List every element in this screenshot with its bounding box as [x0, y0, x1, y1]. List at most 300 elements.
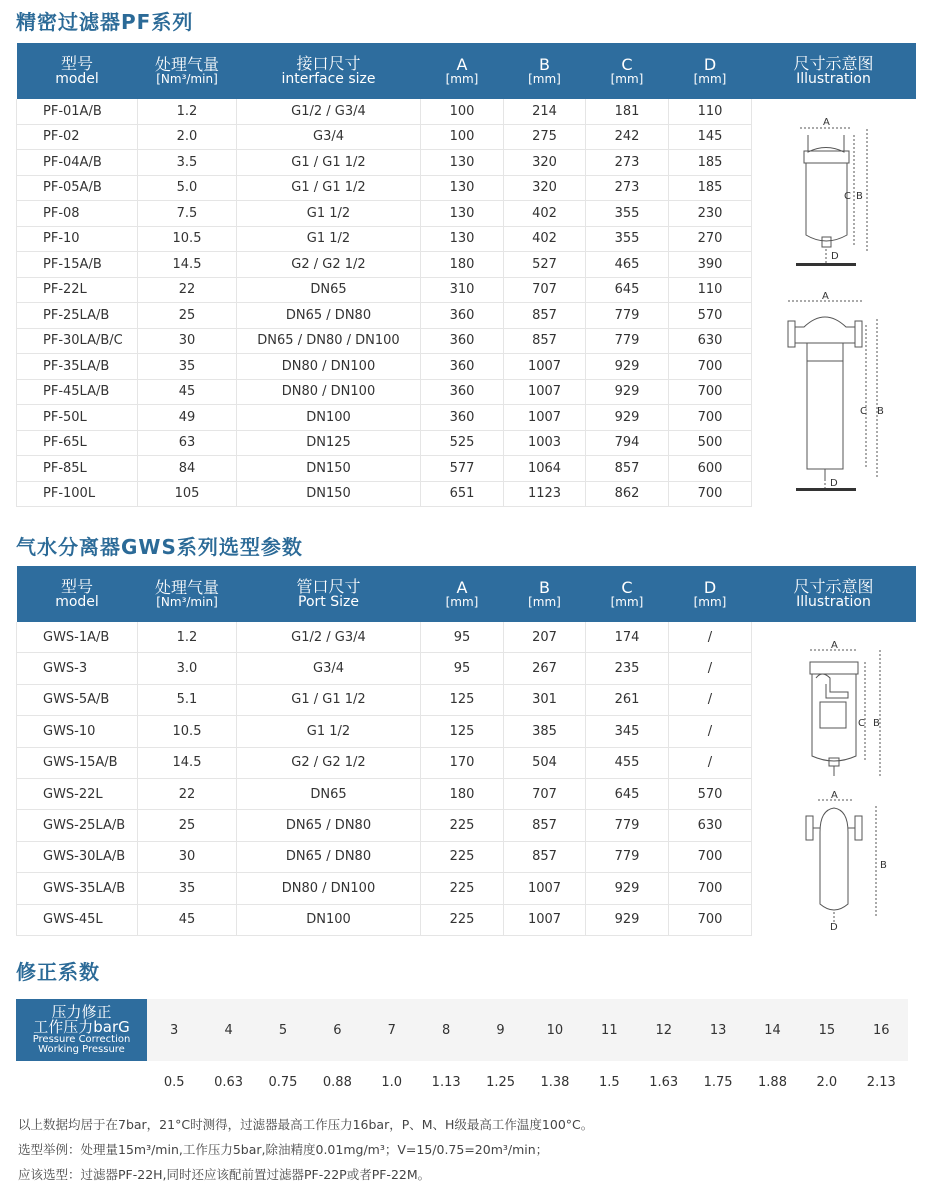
table-cell: 22	[138, 778, 237, 809]
table-cell: G1 1/2	[237, 226, 421, 252]
column-header	[504, 566, 586, 622]
table-cell: 857	[504, 328, 586, 354]
correction-table	[16, 999, 908, 1103]
large-separator-drawing	[806, 800, 876, 922]
pressure-row	[16, 999, 908, 1061]
table-cell: 794	[586, 430, 669, 456]
pressure-label-en: Pressure Correction	[32, 1034, 131, 1045]
table-cell: 5.1	[138, 684, 237, 715]
column-header	[586, 566, 669, 622]
table-cell: 145	[669, 124, 752, 150]
table-cell: DN65	[237, 778, 421, 809]
table-cell: 170	[421, 747, 504, 778]
table-cell: 700	[669, 481, 752, 507]
table-cell: G1 1/2	[237, 716, 421, 747]
column-header-en: model	[55, 71, 99, 88]
factor-value: 1.38	[528, 1061, 582, 1103]
table-cell: 2.0	[138, 124, 237, 150]
table-cell: 95	[421, 622, 504, 653]
table-cell: 1.2	[138, 622, 237, 653]
table-cell: 527	[504, 252, 586, 278]
column-header	[138, 43, 237, 99]
table-cell: 130	[421, 150, 504, 176]
factor-value: 1.25	[473, 1061, 527, 1103]
dim-c-label: C	[858, 718, 865, 729]
table-cell: 30	[138, 841, 237, 872]
table-cell: 10.5	[138, 716, 237, 747]
table-cell: 929	[586, 405, 669, 431]
pressure-value: 9	[473, 999, 527, 1061]
pf-section-title: 精密过滤器PF系列	[16, 10, 194, 34]
column-header-zh: 尺寸示意图	[793, 53, 874, 73]
model-cell: GWS-3	[17, 653, 138, 684]
dim-b-label: B	[856, 191, 863, 202]
model-cell: PF-15A/B	[17, 252, 138, 278]
table-cell: 45	[138, 904, 237, 935]
table-cell: G1 / G1 1/2	[237, 150, 421, 176]
model-cell: GWS-45L	[17, 904, 138, 935]
table-cell: /	[669, 747, 752, 778]
dim-b-label: B	[877, 406, 884, 417]
model-cell: PF-01A/B	[17, 99, 138, 124]
table-cell: 230	[669, 201, 752, 227]
dim-d-label: D	[830, 478, 838, 489]
table-cell: G1/2 / G3/4	[237, 622, 421, 653]
gws-section-title: 气水分离器GWS系列选型参数	[16, 535, 303, 559]
gws-spec-table	[16, 566, 916, 936]
table-cell: 1003	[504, 430, 586, 456]
small-separator-drawing	[810, 650, 880, 776]
column-header-zh: D	[703, 54, 717, 74]
dim-a-label: A	[822, 291, 829, 302]
table-cell: 504	[504, 747, 586, 778]
column-header-unit: [Nm³/min]	[156, 72, 218, 87]
dim-d-label: D	[830, 922, 838, 933]
table-cell: 130	[421, 201, 504, 227]
table-cell: 275	[504, 124, 586, 150]
table-cell: 1007	[504, 873, 586, 904]
factor-header-cell	[16, 1061, 147, 1103]
column-header-zh: B	[539, 54, 550, 74]
note-line: 选型举例：处理量15m³/min,工作压力5bar,除油精度0.01mg/m³；V=15/0.75=20m³/min；	[18, 1142, 549, 1157]
table-cell: 267	[504, 653, 586, 684]
table-cell: 181	[586, 99, 669, 124]
dim-a-label: A	[823, 117, 830, 128]
table-cell: 320	[504, 150, 586, 176]
table-cell: /	[669, 622, 752, 653]
pressure-value: 7	[365, 999, 419, 1061]
table-cell: 1007	[504, 379, 586, 405]
table-cell: 1007	[504, 904, 586, 935]
table-cell: 310	[421, 277, 504, 303]
column-header-zh: C	[621, 577, 633, 597]
model-cell: PF-10	[17, 226, 138, 252]
table-cell: 779	[586, 810, 669, 841]
table-cell: 125	[421, 684, 504, 715]
model-cell: GWS-10	[17, 716, 138, 747]
factor-value: 1.75	[691, 1061, 745, 1103]
table-cell: 125	[421, 716, 504, 747]
table-cell: DN65 / DN80 / DN100	[237, 328, 421, 354]
table-cell: 385	[504, 716, 586, 747]
table-cell: 180	[421, 778, 504, 809]
illustration-cell	[752, 99, 916, 507]
dim-c-label: C	[844, 191, 851, 202]
table-cell: 180	[421, 252, 504, 278]
model-cell: GWS-15A/B	[17, 747, 138, 778]
table-cell: 225	[421, 873, 504, 904]
pressure-value: 16	[854, 999, 908, 1061]
table-cell: 22	[138, 277, 237, 303]
table-cell: 929	[586, 873, 669, 904]
table-row	[17, 99, 916, 124]
table-cell: 390	[669, 252, 752, 278]
table-cell: 707	[504, 277, 586, 303]
table-row	[17, 622, 916, 653]
table-cell: 214	[504, 99, 586, 124]
large-filter-drawing	[788, 301, 877, 491]
column-header-en: Illustration	[796, 71, 871, 88]
column-header-zh: 接口尺寸	[296, 53, 361, 73]
table-cell: 273	[586, 175, 669, 201]
model-cell: PF-25LA/B	[17, 303, 138, 329]
table-cell: 360	[421, 354, 504, 380]
dim-a-label: A	[831, 790, 838, 801]
table-cell: 465	[586, 252, 669, 278]
column-header	[17, 566, 138, 622]
table-cell: 14.5	[138, 252, 237, 278]
factor-value: 2.0	[800, 1061, 854, 1103]
correction-section-title: 修正系数	[16, 960, 100, 984]
table-cell: 360	[421, 328, 504, 354]
table-cell: 700	[669, 354, 752, 380]
pressure-label-zh: 压力修正	[51, 1003, 112, 1021]
table-cell: 242	[586, 124, 669, 150]
pressure-value: 11	[582, 999, 636, 1061]
table-cell: 49	[138, 405, 237, 431]
column-header-unit: [mm]	[610, 595, 644, 610]
model-cell: GWS-1A/B	[17, 622, 138, 653]
table-cell: 105	[138, 481, 237, 507]
dim-b-label: B	[880, 860, 887, 871]
table-cell: G1 / G1 1/2	[237, 175, 421, 201]
factor-label-en: correction factor	[31, 1082, 132, 1097]
column-header-unit: [mm]	[610, 72, 644, 87]
table-cell: /	[669, 684, 752, 715]
column-header	[752, 43, 916, 99]
table-cell: 30	[138, 328, 237, 354]
table-cell: 270	[669, 226, 752, 252]
column-header	[504, 43, 586, 99]
model-cell: PF-50L	[17, 405, 138, 431]
pressure-header-cell	[16, 999, 147, 1061]
model-cell: PF-05A/B	[17, 175, 138, 201]
table-cell: 3.5	[138, 150, 237, 176]
table-cell: 402	[504, 226, 586, 252]
table-cell: 130	[421, 175, 504, 201]
table-cell: 1064	[504, 456, 586, 482]
column-header-unit: [mm]	[445, 72, 479, 87]
table-cell: 779	[586, 841, 669, 872]
dim-b-label: B	[873, 718, 880, 729]
table-cell: G2 / G2 1/2	[237, 252, 421, 278]
table-cell: 320	[504, 175, 586, 201]
model-cell: PF-30LA/B/C	[17, 328, 138, 354]
table-cell: 360	[421, 303, 504, 329]
model-cell: GWS-35LA/B	[17, 873, 138, 904]
pressure-value: 15	[800, 999, 854, 1061]
table-cell: 455	[586, 747, 669, 778]
column-header	[237, 43, 421, 99]
table-cell: 5.0	[138, 175, 237, 201]
table-cell: 225	[421, 810, 504, 841]
column-header-zh: B	[539, 577, 550, 597]
table-cell: 779	[586, 303, 669, 329]
table-cell: 35	[138, 873, 237, 904]
table-cell: 857	[504, 841, 586, 872]
column-header-unit: [mm]	[693, 72, 727, 87]
column-header	[17, 43, 138, 99]
pressure-value: 8	[419, 999, 473, 1061]
model-cell: PF-35LA/B	[17, 354, 138, 380]
table-cell: 857	[504, 810, 586, 841]
table-cell: 84	[138, 456, 237, 482]
table-cell: 110	[669, 99, 752, 124]
table-cell: 185	[669, 175, 752, 201]
gws-illustration	[752, 622, 916, 933]
table-cell: 355	[586, 226, 669, 252]
table-cell: 63	[138, 430, 237, 456]
table-cell: 10.5	[138, 226, 237, 252]
table-cell: 700	[669, 904, 752, 935]
dim-d-label: D	[831, 251, 839, 262]
column-header-unit: [mm]	[445, 595, 479, 610]
table-cell: 700	[669, 841, 752, 872]
table-cell: 929	[586, 379, 669, 405]
table-cell: G3/4	[237, 653, 421, 684]
table-cell: 185	[669, 150, 752, 176]
column-header-zh: 型号	[60, 53, 93, 73]
table-cell: DN80 / DN100	[237, 354, 421, 380]
table-cell: 857	[504, 303, 586, 329]
table-cell: 360	[421, 405, 504, 431]
column-header-zh: A	[456, 54, 468, 74]
column-header	[669, 43, 752, 99]
table-cell: DN150	[237, 481, 421, 507]
column-header-unit: [mm]	[528, 595, 561, 610]
column-header-en: Port Size	[298, 594, 359, 611]
table-cell: 1123	[504, 481, 586, 507]
table-cell: 570	[669, 778, 752, 809]
table-cell: 700	[669, 873, 752, 904]
table-cell: 14.5	[138, 747, 237, 778]
table-cell: 100	[421, 99, 504, 124]
table-cell: 225	[421, 841, 504, 872]
table-cell: 7.5	[138, 201, 237, 227]
table-cell: 100	[421, 124, 504, 150]
factor-value: 1.88	[745, 1061, 799, 1103]
table-cell: 707	[504, 778, 586, 809]
table-cell: 700	[669, 405, 752, 431]
table-cell: 500	[669, 430, 752, 456]
column-header-zh: 型号	[60, 576, 93, 596]
table-cell: DN80 / DN100	[237, 379, 421, 405]
column-header	[421, 43, 504, 99]
table-cell: DN65	[237, 277, 421, 303]
dim-a-label: A	[831, 640, 838, 651]
note-line: 应该选型：过滤器PF-22H,同时还应该配前置过滤器PF-22P或者PF-22M。	[18, 1167, 431, 1182]
table-cell: 130	[421, 226, 504, 252]
pressure-value: 14	[745, 999, 799, 1061]
model-cell: GWS-30LA/B	[17, 841, 138, 872]
column-header-unit: [mm]	[693, 595, 727, 610]
table-cell: DN150	[237, 456, 421, 482]
table-cell: 345	[586, 716, 669, 747]
table-cell: /	[669, 716, 752, 747]
pressure-value: 10	[528, 999, 582, 1061]
table-cell: 600	[669, 456, 752, 482]
column-header-unit: [Nm³/min]	[156, 595, 218, 610]
table-cell: 110	[669, 277, 752, 303]
table-cell: 651	[421, 481, 504, 507]
model-cell: PF-100L	[17, 481, 138, 507]
table-cell: 35	[138, 354, 237, 380]
model-cell: GWS-5A/B	[17, 684, 138, 715]
column-header-en: interface size	[281, 71, 376, 88]
table-cell: 857	[586, 456, 669, 482]
column-header	[421, 566, 504, 622]
table-cell: 862	[586, 481, 669, 507]
note-line: 以上数据均居于在7bar，21°C时测得，过滤器最高工作压力16bar，P、M、H级最高工作温度100°C。	[18, 1117, 594, 1132]
table-cell: 645	[586, 778, 669, 809]
column-header-zh: 处理气量	[154, 577, 219, 597]
column-header	[752, 566, 916, 622]
table-cell: 1007	[504, 405, 586, 431]
column-header-zh: A	[456, 577, 468, 597]
table-cell: 25	[138, 303, 237, 329]
table-cell: DN125	[237, 430, 421, 456]
column-header	[669, 566, 752, 622]
table-cell: 25	[138, 810, 237, 841]
model-cell: PF-45LA/B	[17, 379, 138, 405]
factor-value: 0.88	[310, 1061, 364, 1103]
table-cell: DN80 / DN100	[237, 873, 421, 904]
model-cell: PF-85L	[17, 456, 138, 482]
notes	[18, 1112, 593, 1187]
model-cell: PF-22L	[17, 277, 138, 303]
table-cell: 929	[586, 904, 669, 935]
column-header	[237, 566, 421, 622]
table-cell: G1 / G1 1/2	[237, 684, 421, 715]
pressure-value: 12	[637, 999, 691, 1061]
table-cell: DN65 / DN80	[237, 810, 421, 841]
table-cell: 235	[586, 653, 669, 684]
table-cell: 355	[586, 201, 669, 227]
table-cell: 779	[586, 328, 669, 354]
table-cell: 1.2	[138, 99, 237, 124]
table-cell: 174	[586, 622, 669, 653]
working-pressure-label-en: Working Pressure	[38, 1044, 125, 1055]
model-cell: PF-04A/B	[17, 150, 138, 176]
table-cell: 570	[669, 303, 752, 329]
table-cell: 3.0	[138, 653, 237, 684]
model-cell: PF-02	[17, 124, 138, 150]
dim-c-label: C	[860, 406, 867, 417]
table-cell: 207	[504, 622, 586, 653]
factor-value: 1.63	[637, 1061, 691, 1103]
table-cell: 645	[586, 277, 669, 303]
factor-value: 0.75	[256, 1061, 310, 1103]
table-cell: 1007	[504, 354, 586, 380]
table-cell: 700	[669, 379, 752, 405]
column-header	[138, 566, 237, 622]
factor-value: 1.13	[419, 1061, 473, 1103]
factor-label-zh: 修正系数	[51, 1066, 112, 1085]
pf-header-row	[17, 43, 916, 99]
illustration-cell	[752, 622, 916, 935]
table-cell: 45	[138, 379, 237, 405]
working-pressure-label-zh: 工作压力barG	[33, 1018, 130, 1036]
model-cell: GWS-22L	[17, 778, 138, 809]
column-header	[586, 43, 669, 99]
column-header-zh: 管口尺寸	[296, 576, 361, 596]
table-cell: /	[669, 653, 752, 684]
table-cell: 630	[669, 328, 752, 354]
table-cell: 402	[504, 201, 586, 227]
model-cell: GWS-25LA/B	[17, 810, 138, 841]
factor-value: 1.0	[365, 1061, 419, 1103]
factor-value: 0.63	[201, 1061, 255, 1103]
column-header-en: model	[55, 594, 99, 611]
table-cell: 577	[421, 456, 504, 482]
factor-row	[16, 1061, 908, 1103]
table-cell: 360	[421, 379, 504, 405]
table-cell: DN65 / DN80	[237, 303, 421, 329]
column-header-zh: C	[621, 54, 633, 74]
table-cell: G2 / G2 1/2	[237, 747, 421, 778]
table-cell: G1 1/2	[237, 201, 421, 227]
pf-illustration	[752, 99, 916, 491]
table-cell: DN65 / DN80	[237, 841, 421, 872]
pressure-value: 13	[691, 999, 745, 1061]
table-cell: 95	[421, 653, 504, 684]
gws-header-row	[17, 566, 916, 622]
column-header-en: Illustration	[796, 594, 871, 611]
table-cell: 929	[586, 354, 669, 380]
column-header-zh: 处理气量	[154, 54, 219, 74]
pressure-value: 3	[147, 999, 201, 1061]
pressure-value: 6	[310, 999, 364, 1061]
factor-value: 1.5	[582, 1061, 636, 1103]
factor-value: 2.13	[854, 1061, 908, 1103]
table-cell: 273	[586, 150, 669, 176]
table-cell: 301	[504, 684, 586, 715]
table-cell: G3/4	[237, 124, 421, 150]
table-cell: 525	[421, 430, 504, 456]
column-header-zh: D	[703, 577, 717, 597]
table-cell: DN100	[237, 904, 421, 935]
table-cell: 261	[586, 684, 669, 715]
table-cell: DN100	[237, 405, 421, 431]
model-cell: PF-08	[17, 201, 138, 227]
table-cell: 630	[669, 810, 752, 841]
pf-spec-table	[16, 43, 916, 507]
pressure-value: 5	[256, 999, 310, 1061]
pressure-value: 4	[201, 999, 255, 1061]
table-cell: G1/2 / G3/4	[237, 99, 421, 124]
table-cell: 225	[421, 904, 504, 935]
column-header-unit: [mm]	[528, 72, 561, 87]
